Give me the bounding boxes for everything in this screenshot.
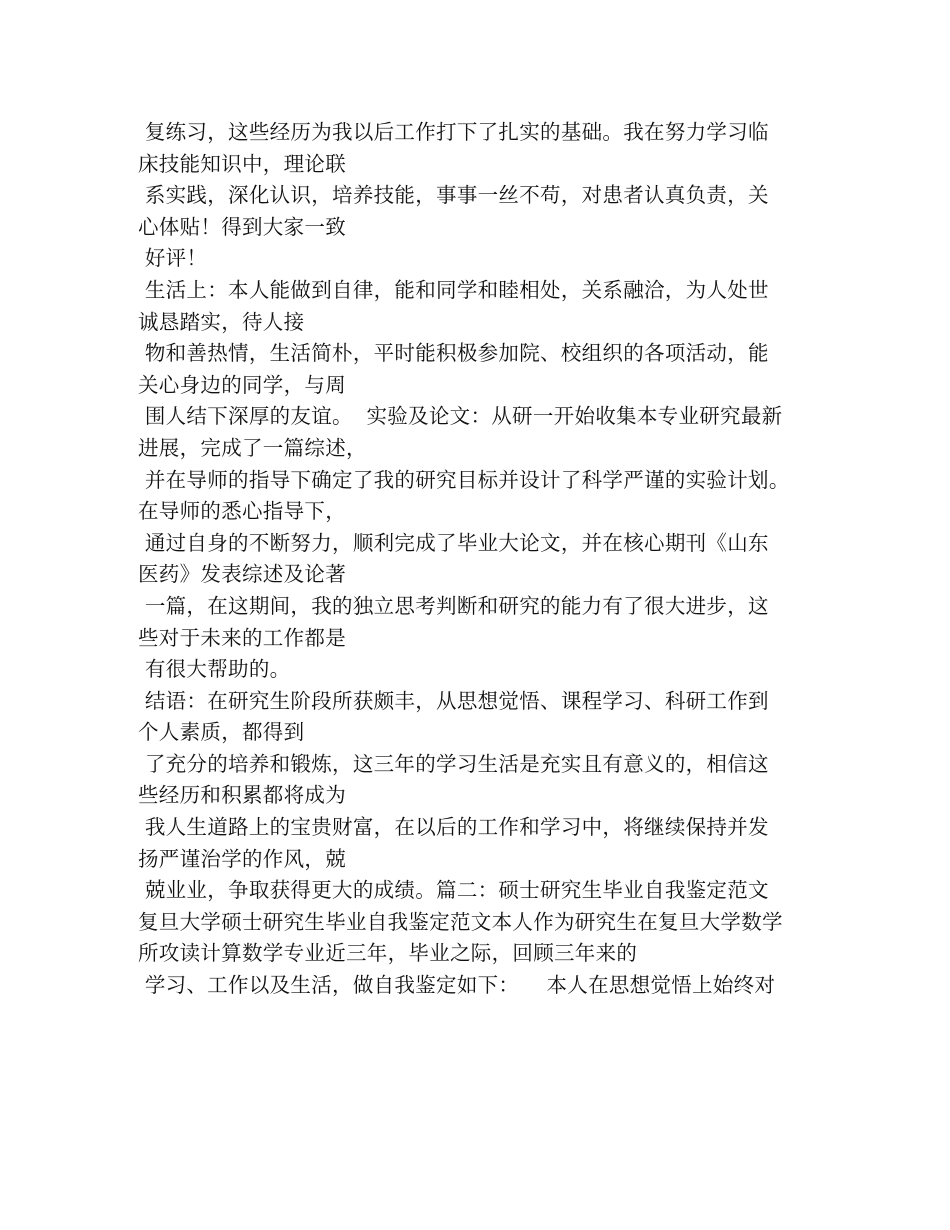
text-line: 一篇，在这期间，我的独立思考判断和研究的能力有了很大进步，这 <box>138 593 769 618</box>
text-line: 扬严谨治学的作风，兢 <box>138 846 346 871</box>
text-line: 生活上：本人能做到自律，能和同学和睦相处，关系融洽，为人处世 <box>138 277 769 302</box>
text-line: 系实践，深化认识，培养技能，事事一丝不苟，对患者认真负责，关 <box>138 183 769 208</box>
text-line: 进展，完成了一篇综述， <box>138 435 367 460</box>
document-body <box>138 117 818 1002</box>
text-line: 学习、工作以及生活，做自我鉴定如下： 本人在思想觉悟上始终对 <box>138 973 776 998</box>
text-line: 并在导师的指导下确定了我的研究目标并设计了科学严谨的实验计划。 <box>138 467 790 492</box>
text-line: 兢业业，争取获得更大的成绩。篇二：硕士研究生毕业自我鉴定范文 <box>138 878 769 903</box>
text-line: 在导师的悉心指导下， <box>138 499 346 524</box>
text-line: 复旦大学硕士研究生毕业自我鉴定范文本人作为研究生在复旦大学数学 <box>138 909 783 934</box>
text-line: 关心身边的同学，与周 <box>138 372 346 397</box>
text-line: 结语：在研究生阶段所获颇丰，从思想觉悟、课程学习、科研工作到 <box>138 688 769 713</box>
text-line: 了充分的培养和锻炼，这三年的学习生活是充实且有意义的，相信这 <box>138 751 769 776</box>
text-line: 我人生道路上的宝贵财富，在以后的工作和学习中，将继续保持并发 <box>138 815 769 840</box>
text-line: 个人素质，都得到 <box>138 720 305 745</box>
text-line: 心体贴！得到大家一致 <box>138 214 346 239</box>
text-line: 些对于未来的工作都是 <box>138 625 346 650</box>
text-line: 好评！ <box>138 246 208 271</box>
text-line: 些经历和积累都将成为 <box>138 783 346 808</box>
text-line: 物和善热情，生活简朴，平时能积极参加院、校组织的各项活动，能 <box>138 341 769 366</box>
text-line: 诚恳踏实，待人接 <box>138 309 305 334</box>
text-line: 所攻读计算数学专业近三年，毕业之际，回顾三年来的 <box>138 941 638 966</box>
text-line: 围人结下深厚的友谊。 实验及论文：从研一开始收集本专业研究最新 <box>138 404 783 429</box>
text-line: 有很大帮助的。 <box>138 657 291 682</box>
text-line: 复练习，这些经历为我以后工作打下了扎实的基础。我在努力学习临 <box>138 120 769 144</box>
text-line: 医药》发表综述及论著 <box>138 562 346 587</box>
text-line: 通过自身的不断努力，顺利完成了毕业大论文，并在核心期刊《山东 <box>138 530 769 555</box>
text-line: 床技能知识中，理论联 <box>138 151 346 176</box>
